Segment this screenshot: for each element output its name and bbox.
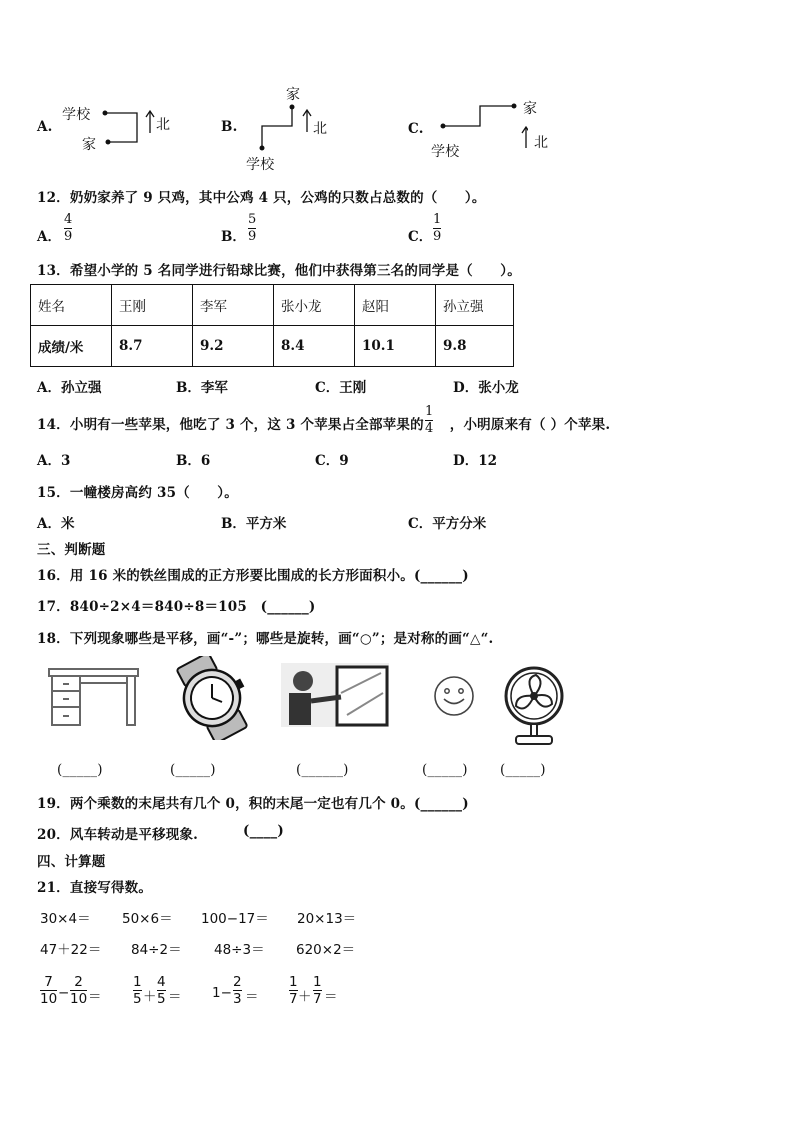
equals: ＝ — [88, 989, 102, 1005]
answer-blank[interactable]: (_____) — [57, 762, 103, 778]
q13-option-b: B．李军 — [176, 380, 228, 396]
section-heading: 四、计算题 — [37, 854, 106, 870]
operator: ＋ — [298, 989, 312, 1005]
q13-option-d: D．张小龙 — [453, 380, 519, 396]
table-cell: 8.7 — [112, 326, 193, 367]
q14-option-b: B．6 — [176, 453, 211, 469]
answer-blank[interactable]: (_____) — [170, 762, 216, 778]
q12-option-b-fraction: 5 9 — [248, 212, 257, 244]
table-cell: 赵阳 — [355, 285, 436, 326]
calc-item: 50×6＝ — [122, 911, 173, 927]
window-icon — [281, 663, 389, 727]
fraction: 2 3 — [233, 974, 242, 1007]
desk-icon — [48, 665, 140, 727]
q15-option-b: B．平方米 — [221, 516, 287, 532]
q12-option-a-letter: A． — [37, 229, 61, 245]
table-cell: 张小龙 — [274, 285, 355, 326]
equals: ＝ — [324, 989, 338, 1005]
route-diagram — [438, 100, 528, 150]
option-letter: A. — [37, 119, 53, 135]
calc-item: 100−17＝ — [201, 911, 269, 927]
table-cell: 8.4 — [274, 326, 355, 367]
north-label: 北 — [313, 121, 328, 137]
q12-option-c-letter: C． — [408, 229, 433, 245]
question-15-stem: 15．一幢楼房高约 35（ ）。 — [37, 485, 238, 501]
question-18-stem: 18．下列现象哪些是平移，画“-”；哪些是旋转，画“○”；是对称的画“△“. — [37, 631, 494, 647]
watch-icon — [164, 656, 260, 740]
answer-blank[interactable]: (_____) — [422, 762, 468, 778]
fraction: 2 10 — [70, 974, 88, 1007]
question-21-stem: 21．直接写得数。 — [37, 880, 153, 896]
q13-option-c: C．王刚 — [315, 380, 367, 396]
fraction: 1 5 — [133, 974, 142, 1007]
option-letter: C. — [408, 121, 424, 137]
question-17: 17．840÷2×4＝840÷8＝105 (______) — [37, 599, 316, 615]
calc-item: 30×4＝ — [40, 911, 91, 927]
table-cell: 孙立强 — [436, 285, 514, 326]
fraction: 4 5 — [157, 974, 166, 1007]
q12-option-b-letter: B． — [221, 229, 246, 245]
calc-item: 84÷2＝ — [131, 942, 182, 958]
north-label: 北 — [534, 135, 549, 151]
table-cell: 姓名 — [31, 285, 112, 326]
fraction: 1 7 — [289, 974, 298, 1007]
question-13-stem: 13．希望小学的 5 名同学进行铅球比赛，他们中获得第三名的同学是（ ）。 — [37, 263, 521, 279]
equals: ＝ — [245, 989, 259, 1005]
q12-option-c-fraction: 1 9 — [433, 212, 442, 244]
north-label: 北 — [156, 117, 171, 133]
q14-option-a: A．3 — [37, 453, 71, 469]
stem-after: ，小明原来有（ ）个苹果. — [449, 417, 611, 433]
school-label: 学校 — [62, 107, 91, 123]
calc-item: 620×2＝ — [296, 942, 356, 958]
calc-item: 47＋22＝ — [40, 942, 102, 958]
q14-option-c: C．9 — [315, 453, 349, 469]
table-cell: 李军 — [193, 285, 274, 326]
question-16: 16．用 16 米的铁丝围成的正方形要比围成的长方形面积小。(______) — [37, 568, 469, 584]
table-cell: 9.2 — [193, 326, 274, 367]
equals: ＝ — [168, 989, 182, 1005]
smiley-icon — [432, 674, 476, 718]
q12-option-a-fraction: 4 9 — [64, 212, 73, 244]
table-cell: 王刚 — [112, 285, 193, 326]
operator: ＋ — [143, 989, 157, 1005]
table-cell: 9.8 — [436, 326, 514, 367]
question-20: 20．风车转动是平移现象. — [37, 827, 199, 843]
school-label: 学校 — [246, 157, 275, 173]
option-letter: B. — [221, 119, 238, 135]
score-table — [30, 284, 514, 367]
q15-option-a: A．米 — [37, 516, 75, 532]
answer-blank[interactable]: (______) — [296, 762, 349, 778]
question-12-stem: 12．奶奶家养了 9 只鸡，其中公鸡 4 只，公鸡的只数占总数的（ ）。 — [37, 190, 486, 206]
calc-item: 20×13＝ — [297, 911, 357, 927]
question-14-stem — [37, 413, 610, 433]
q13-option-a: A．孙立强 — [37, 380, 102, 396]
fraction: 1 7 — [313, 974, 322, 1007]
question-19: 19．两个乘数的末尾共有几个 0，积的末尾一定也有几个 0。(______) — [37, 796, 469, 812]
home-label: 家 — [523, 101, 538, 117]
home-label: 家 — [286, 87, 301, 103]
q15-option-c: C．平方分米 — [408, 516, 487, 532]
operator: − — [58, 985, 70, 1001]
table-header-row — [31, 285, 514, 326]
answer-blank[interactable]: (____) — [243, 823, 284, 839]
section-heading: 三、判断题 — [37, 542, 106, 558]
table-row — [31, 326, 514, 367]
answer-blank[interactable]: (_____) — [500, 762, 546, 778]
fraction: 7 10 — [40, 974, 58, 1007]
q14-option-d: D．12 — [453, 453, 497, 469]
home-label: 家 — [82, 137, 97, 153]
q14-fraction: 1 4 — [425, 404, 434, 436]
stem-before: 14．小明有一些苹果，他吃了 3 个，这 3 个苹果占全部苹果的 — [37, 417, 424, 433]
fan-icon — [502, 666, 566, 746]
calc-item: 48÷3＝ — [214, 942, 265, 958]
school-label: 学校 — [431, 144, 460, 160]
table-cell: 10.1 — [355, 326, 436, 367]
route-diagram — [100, 108, 160, 150]
table-cell: 成绩/米 — [31, 326, 112, 367]
whole-part: 1− — [212, 985, 232, 1001]
